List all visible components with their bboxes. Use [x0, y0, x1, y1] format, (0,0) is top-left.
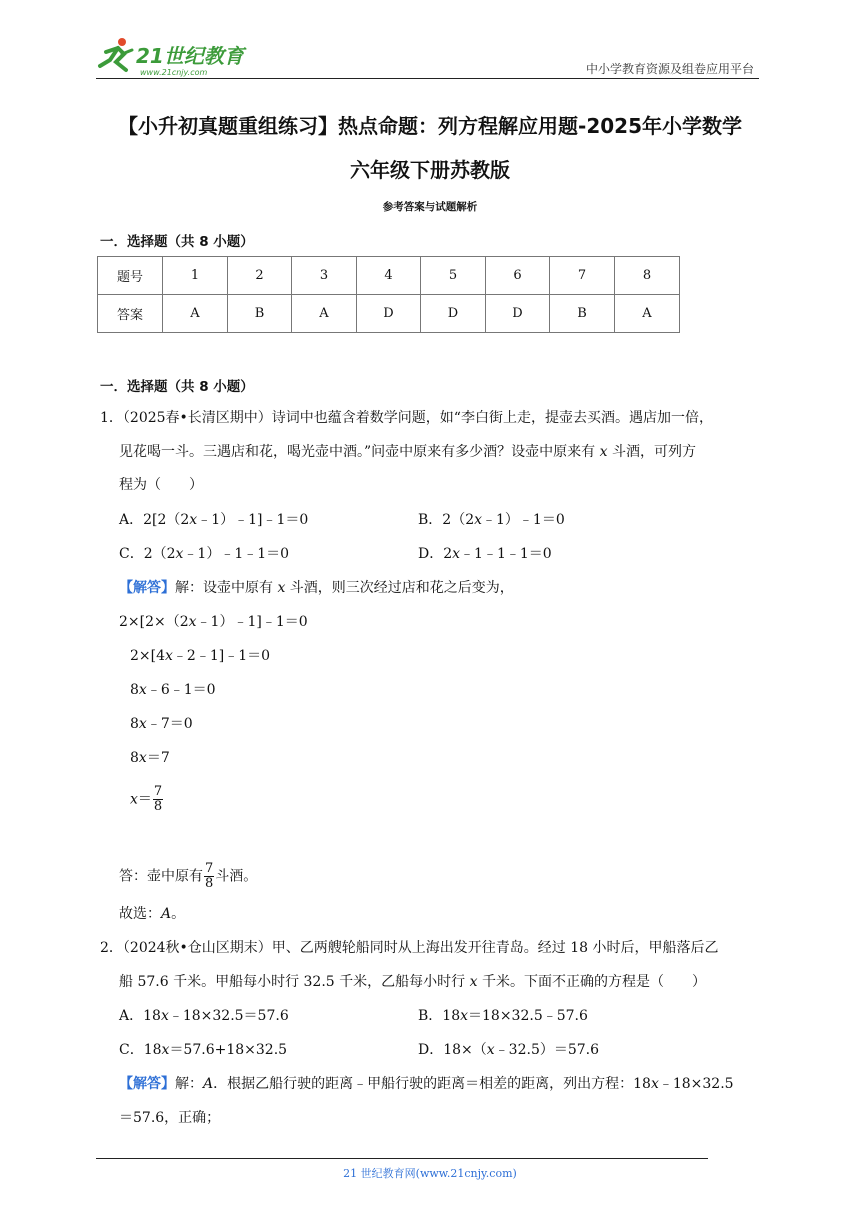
solution-tag: 【解答】: [119, 580, 175, 596]
fraction: $\frac{7}{8}$: [153, 784, 163, 814]
table-cell: B: [550, 295, 615, 333]
table-row: [98, 257, 680, 295]
option-c: C．2（2x﹣1）﹣1﹣1＝0: [119, 546, 290, 562]
solution-answer: 答：壶中原有 $\frac{7}{8}$ 斗酒。: [119, 861, 258, 891]
footer-link[interactable]: 21 世纪教育网(www.21cnjy.com): [343, 1167, 517, 1180]
solution-step: 8x﹣7＝0: [130, 716, 193, 732]
table-row: [98, 295, 680, 333]
table-cell: B: [228, 295, 292, 333]
page-title: 【小升初真题重组练习】热点命题：列方程解应用题-2025年小学数学: [118, 114, 742, 138]
table-cell: 6: [486, 257, 550, 295]
section-heading: 一．选择题（共 8 小题）: [100, 379, 254, 395]
table-cell: 1: [163, 257, 228, 295]
solution-step: 8x﹣6﹣1＝0: [130, 682, 216, 698]
solution-step-result: x＝ $\frac{7}{8}$: [130, 784, 163, 814]
option-b: B．2（2x﹣1）﹣1＝0: [418, 512, 565, 528]
footer-divider: [96, 1158, 708, 1159]
solution-step: 2×[4x﹣2﹣1]﹣1＝0: [130, 648, 271, 664]
table-cell: D: [486, 295, 550, 333]
question-2-stem-line2: 船 57.6 千米。甲船每小时行 32.5 千米，乙船每小时行 x 千米。下面不正确的方程是（ ）: [119, 974, 706, 990]
table-cell: D: [421, 295, 486, 333]
solution-line: ＝57.6，正确；: [119, 1110, 221, 1126]
question-1-stem: 1．（2025春•长清区期中）诗词中也蕴含着数学问题，如“李白街上走，提壶去买酒。遇店加一倍，: [100, 410, 713, 426]
question-1-stem-line3: 程为（ ）: [119, 477, 203, 493]
solution-intro: 【解答】解：A．根据乙船行驶的距离﹣甲船行驶的距离＝相差的距离，列出方程：18x﹣18×32.5: [119, 1076, 734, 1092]
table-cell: D: [357, 295, 421, 333]
logo-url: www.21cnjy.com: [140, 68, 208, 77]
table-header-cell: 答案: [98, 295, 163, 333]
question-2-stem: 2．（2024秋•仓山区期末）甲、乙两艘轮船同时从上海出发开往青岛。经过 18 小时后，甲船落后乙: [100, 940, 719, 956]
table-cell: A: [163, 295, 228, 333]
option-d: D．2x﹣1﹣1﹣1＝0: [418, 546, 552, 562]
section-heading: 一．选择题（共 8 小题）: [100, 234, 254, 250]
table-cell: A: [615, 295, 680, 333]
logo-text: 21世纪教育: [136, 44, 244, 68]
solution-intro: 【解答】解：设壶中原有 x 斗酒，则三次经过店和花之后变为，: [119, 580, 514, 596]
solution-tag: 【解答】: [119, 1076, 175, 1092]
table-cell: 4: [357, 257, 421, 295]
table-cell: 2: [228, 257, 292, 295]
option-a: A．18x﹣18×32.5＝57.6: [119, 1008, 289, 1024]
option-a: A．2[2（2x﹣1）﹣1]﹣1＝0: [119, 512, 309, 528]
table-cell: 3: [292, 257, 357, 295]
table-cell: 7: [550, 257, 615, 295]
question-1-stem-line2: 见花喝一斗。三遇店和花，喝光壶中酒。”问壶中原来有多少酒？设壶中原来有 x 斗酒，可列方: [119, 444, 696, 460]
site-logo: [96, 36, 261, 78]
table-cell: 5: [421, 257, 486, 295]
solution-step: 2×[2×（2x﹣1）﹣1]﹣1＝0: [119, 614, 308, 630]
table-cell: 8: [615, 257, 680, 295]
fraction: $\frac{7}{8}$: [205, 861, 214, 891]
option-b: B．18x＝18×32.5﹣57.6: [418, 1008, 588, 1024]
option-c: C．18x＝57.6+18×32.5: [119, 1042, 288, 1058]
solution-step: 8x＝7: [130, 750, 170, 766]
header-platform-name: 中小学教育资源及组卷应用平台: [585, 62, 754, 76]
header-divider: [96, 78, 759, 79]
answer-table: [97, 256, 680, 333]
table-cell: A: [292, 295, 357, 333]
page-subtitle: 参考答案与试题解析: [382, 201, 478, 213]
table-header-cell: 题号: [98, 257, 163, 295]
runner-icon: [100, 38, 132, 70]
solution-choice: 故选：A。: [119, 906, 186, 922]
page-title-line2: 六年级下册苏教版: [350, 158, 510, 182]
option-d: D．18×（x﹣32.5）＝57.6: [418, 1042, 600, 1058]
